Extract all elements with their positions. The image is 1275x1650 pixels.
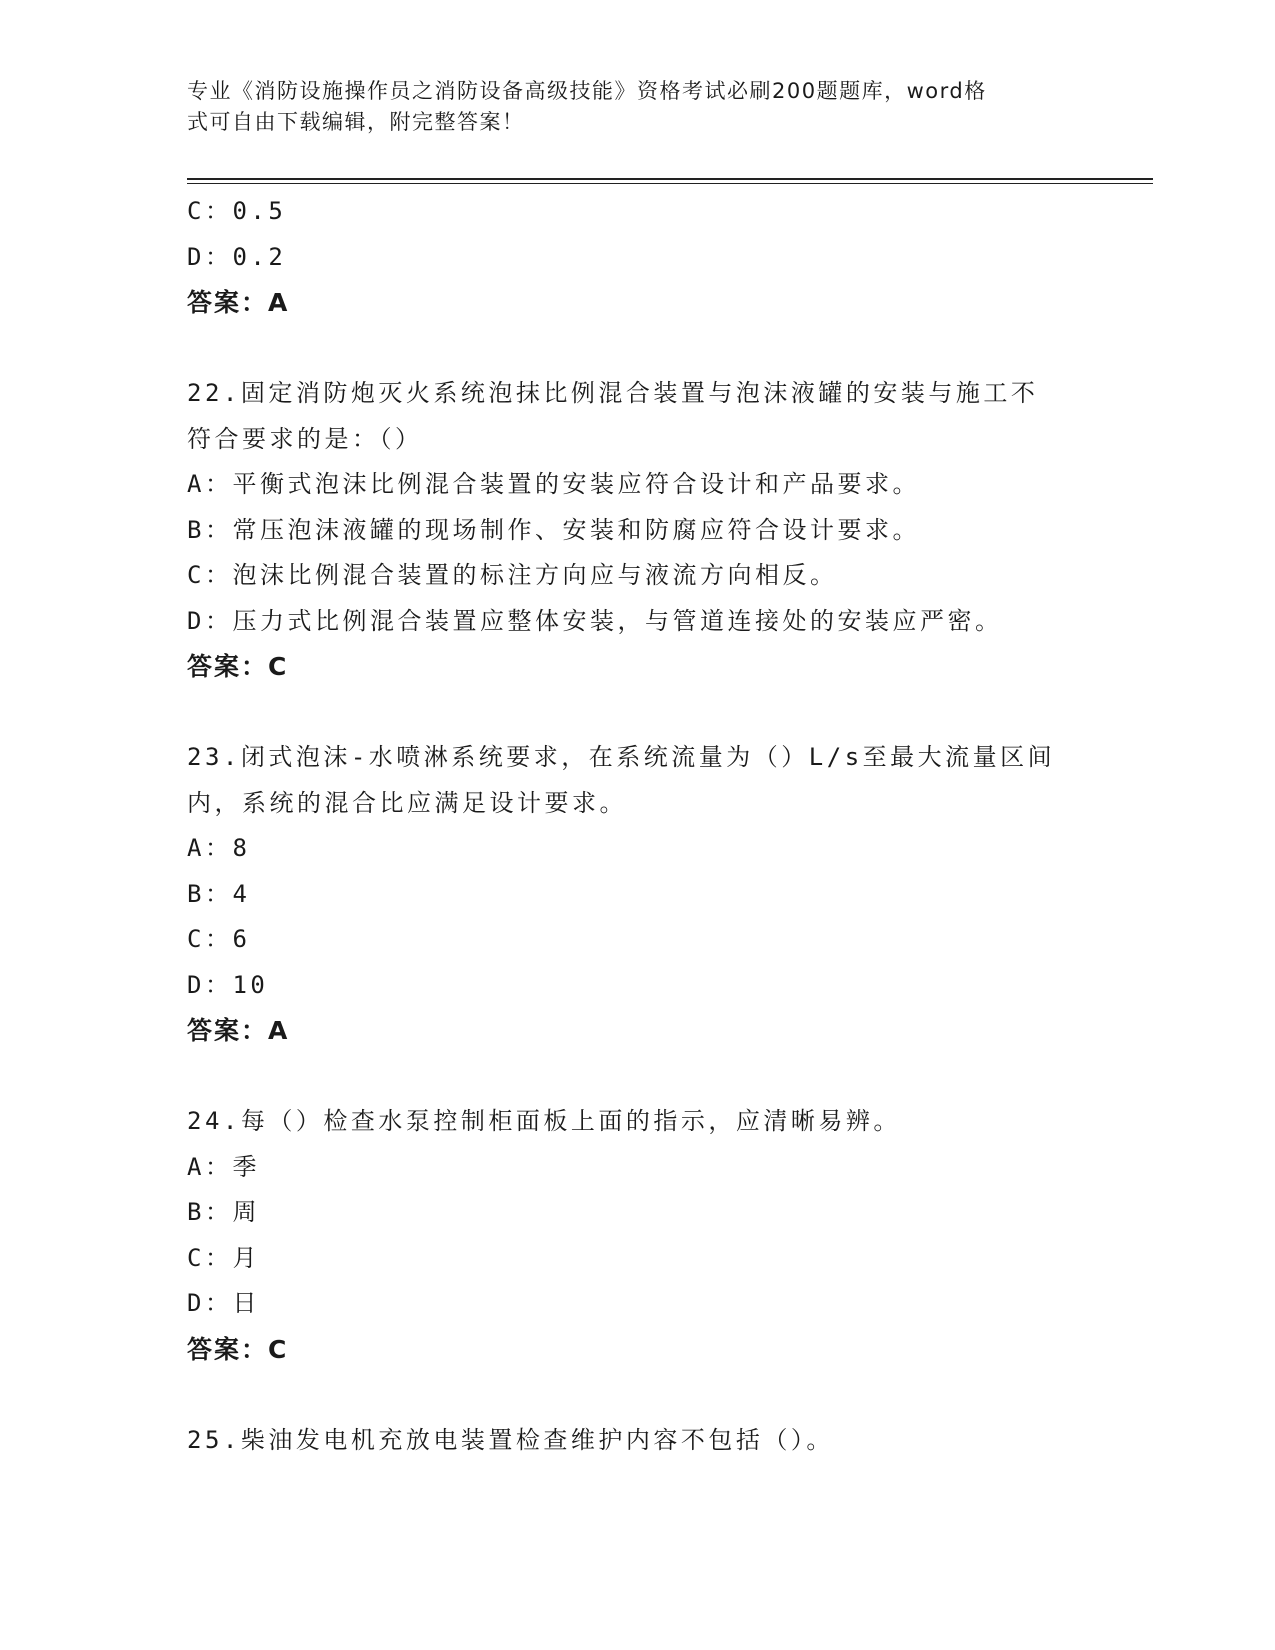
question-25 <box>187 1418 1087 1464</box>
option-d: D：0.2 <box>187 242 287 271</box>
option-d: D：10 <box>187 970 269 999</box>
question-23 <box>187 735 1087 1054</box>
option-c: C：月 <box>187 1243 260 1272</box>
option-b: B：周 <box>187 1198 260 1226</box>
option-c: C：6 <box>187 925 251 953</box>
option-b: B：4 <box>187 879 251 908</box>
answer: 答案：A <box>187 1016 290 1045</box>
header-rule-thin <box>187 183 1153 184</box>
header-line-1: 专业《消防设施操作员之消防设备高级技能》资格考试必刷200题题库，word格 <box>187 79 987 103</box>
answer: 答案：A <box>187 288 290 317</box>
question-stem: 符合要求的是：（） <box>187 424 423 453</box>
question-stem: 25.柴油发电机充放电装置检查维护内容不包括（）。 <box>187 1425 834 1454</box>
prev-question <box>187 189 1087 326</box>
option-c: C：泡沫比例混合装置的标注方向应与液流方向相反。 <box>187 561 838 589</box>
header-rule-thick <box>187 178 1153 180</box>
option-d: D：压力式比例混合装置应整体安装，与管道连接处的安装应严密。 <box>187 606 1003 635</box>
question-22 <box>187 371 1087 690</box>
option-c: C：0.5 <box>187 197 287 225</box>
answer: 答案：C <box>187 1334 289 1364</box>
option-d: D：日 <box>187 1289 260 1317</box>
question-stem: 23.闭式泡沫-水喷淋系统要求，在系统流量为（）L/s至最大流量区间 <box>187 743 1056 771</box>
option-a: A：平衡式泡沫比例混合装置的安装应符合设计和产品要求。 <box>187 470 920 498</box>
answer: 答案：C <box>187 652 289 681</box>
option-b: B：常压泡沫液罐的现场制作、安装和防腐应符合设计要求。 <box>187 515 920 544</box>
question-stem: 内，系统的混合比应满足设计要求。 <box>187 788 627 817</box>
question-stem: 24.每（）检查水泵控制柜面板上面的指示，应清晰易辨。 <box>187 1107 901 1135</box>
question-stem: 22.固定消防炮灭火系统泡抹比例混合装置与泡沫液罐的安装与施工不 <box>187 379 1039 407</box>
option-a: A：8 <box>187 834 251 862</box>
option-a: A：季 <box>187 1152 260 1181</box>
document-header <box>187 76 1067 138</box>
question-24 <box>187 1099 1087 1372</box>
header-line-2: 式可自由下载编辑，附完整答案！ <box>187 110 525 134</box>
question-list <box>187 189 1087 1463</box>
